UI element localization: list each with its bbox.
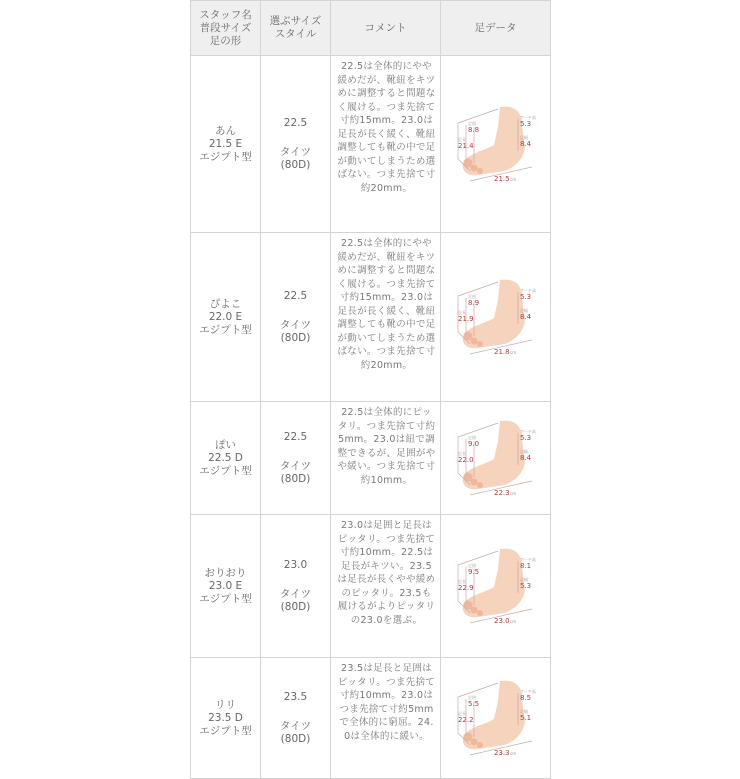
foot-illustration	[448, 543, 544, 629]
foot-shape: エジプト型	[199, 464, 252, 477]
foot-shape: エジプト型	[199, 592, 252, 605]
foot-v2: 22.0	[457, 456, 474, 464]
foot-h2: 5.3	[519, 582, 531, 590]
staff-name: リリ	[215, 698, 236, 711]
foot-v2: 21.9	[457, 315, 474, 323]
foot-data-cell	[441, 56, 551, 233]
table-header-row	[191, 1, 551, 56]
chosen-size: 23.0	[283, 558, 308, 571]
foot-v1: 5.5	[467, 700, 479, 708]
header-style: 選ぶサイズ スタイル	[261, 1, 331, 56]
style-cell	[261, 515, 331, 658]
chosen-size: 22.5	[283, 116, 308, 129]
foot-v1-label: 足囲	[467, 435, 476, 440]
usual-size: 21.5 E	[208, 137, 243, 150]
foot-v2: 22.2	[457, 716, 474, 724]
style-cell	[261, 402, 331, 515]
foot-illustration	[448, 675, 544, 761]
foot-v2: 21.4	[457, 142, 474, 150]
foot-icon	[462, 280, 524, 349]
comment-cell: 22.5は全体的にやや緩めだが、靴紐をキツめに調整すると問題なく履ける。つま先捨て寸約15mm。23.0は足長が長く緩く、靴紐調整しても靴の中で足が動いてしまうため選ばない。つま先捨て寸約20mm。	[331, 56, 441, 233]
staff-cell	[191, 402, 261, 515]
table-row	[191, 233, 551, 402]
usual-size: 22.5 D	[208, 451, 243, 464]
comment-cell: 23.5は足長と足囲はピッタリ。つま先捨て寸約10mm。23.0はつま先捨て寸約5mmで全体的に窮屈。24.0は全体的に緩い。	[331, 658, 441, 779]
foot-v1: 8.9	[467, 299, 479, 307]
foot-length: 23.3	[493, 749, 510, 757]
header-comment: コメント	[331, 1, 441, 56]
foot-v2-label: 足長	[457, 711, 466, 716]
foot-h2-label: 足幅	[519, 709, 528, 714]
foot-h1: 8.5	[519, 694, 531, 702]
style-denier: (80D)	[280, 158, 311, 171]
foot-icon	[462, 107, 524, 176]
foot-v1-label: 足囲	[467, 121, 476, 126]
usual-size: 23.5 D	[208, 711, 243, 724]
style-denier: (80D)	[280, 472, 311, 485]
staff-cell	[191, 56, 261, 233]
header-staff: スタッフ名 普段サイズ 足の形	[191, 1, 261, 56]
comment-cell: 22.5は全体的にやや緩めだが、靴紐をキツめに調整すると問題なく履ける。つま先捨て寸約15mm。23.0は足長が長く緩く、靴紐調整しても靴の中で足が動いてしまうため選ばない。つま先捨て寸約20mm。	[331, 233, 441, 402]
foot-h2: 8.4	[519, 454, 531, 462]
style-cell	[261, 658, 331, 779]
table-row	[191, 658, 551, 779]
foot-shape: エジプト型	[199, 724, 252, 737]
foot-h1: 5.3	[519, 120, 531, 128]
foot-illustration	[448, 274, 544, 360]
style-cell	[261, 233, 331, 402]
foot-h2: 8.4	[519, 140, 531, 148]
foot-illustration	[448, 101, 544, 187]
foot-v2-label: 足長	[457, 137, 466, 142]
foot-v1-label: 足囲	[467, 695, 476, 700]
foot-h1: 8.1	[519, 562, 531, 570]
chosen-size: 23.5	[283, 690, 308, 703]
staff-name: おりおり	[204, 566, 247, 579]
foot-h1-label: アーチ高	[519, 288, 536, 293]
staff-cell	[191, 233, 261, 402]
usual-size: 22.0 E	[208, 310, 243, 323]
foot-data-cell	[441, 233, 551, 402]
foot-icon	[462, 681, 524, 750]
foot-v1: 9.0	[467, 440, 479, 448]
table-row	[191, 515, 551, 658]
foot-length: 21.5	[493, 175, 510, 183]
staff-name: ぴよこ	[209, 297, 242, 310]
foot-illustration	[448, 415, 544, 501]
comment-cell: 22.5は全体的にピッタリ。つま先捨て寸約5mm。23.0は紐で調整できるが、足囲がやや緩い。つま先捨て寸約10mm。	[331, 402, 441, 515]
table-row	[191, 402, 551, 515]
foot-h2-label: 足幅	[519, 135, 528, 140]
chosen-size: 22.5	[283, 430, 308, 443]
style-denier: (80D)	[280, 732, 311, 745]
foot-h2: 8.4	[519, 313, 531, 321]
staff-name: ぽい	[215, 438, 236, 451]
chosen-size: 22.5	[283, 289, 308, 302]
foot-v1-label: 足囲	[467, 563, 476, 568]
foot-unit: cm	[509, 491, 516, 496]
comment-cell: 23.0は足囲と足長はピッタリ。つま先捨て寸約10mm。22.5は足長がキツい。23.5は足長が長くやや緩めのピッタリ。23.5も履けるがよりピッタリの23.0を選ぶ。	[331, 515, 441, 658]
foot-data-cell	[441, 658, 551, 779]
foot-unit: cm	[509, 350, 516, 355]
style-type: タイツ	[279, 459, 312, 472]
style-cell	[261, 56, 331, 233]
style-type: タイツ	[279, 719, 312, 732]
table-row	[191, 56, 551, 233]
foot-v1: 8.8	[467, 126, 479, 134]
usual-size: 23.0 E	[208, 579, 243, 592]
foot-v1: 9.5	[467, 568, 479, 576]
foot-h1-label: アーチ高	[519, 689, 536, 694]
foot-h2-label: 足幅	[519, 449, 528, 454]
style-type: タイツ	[279, 318, 312, 331]
foot-h1: 5.3	[519, 434, 531, 442]
foot-unit: cm	[509, 177, 516, 182]
foot-h1-label: アーチ高	[519, 115, 536, 120]
foot-h1-label: アーチ高	[519, 557, 536, 562]
foot-data-cell	[441, 402, 551, 515]
foot-data-cell	[441, 515, 551, 658]
foot-icon	[462, 421, 524, 490]
foot-icon	[462, 549, 524, 618]
style-type: タイツ	[279, 587, 312, 600]
style-denier: (80D)	[280, 600, 311, 613]
foot-shape: エジプト型	[199, 150, 252, 163]
foot-v2-label: 足長	[457, 451, 466, 456]
staff-cell	[191, 658, 261, 779]
foot-v2-label: 足長	[457, 310, 466, 315]
foot-length: 22.3	[493, 489, 510, 497]
size-table	[190, 0, 551, 779]
staff-name: あん	[215, 124, 236, 137]
foot-unit: cm	[509, 751, 516, 756]
foot-v2: 22.9	[457, 584, 474, 592]
staff-cell	[191, 515, 261, 658]
style-type: タイツ	[279, 145, 312, 158]
foot-h2-label: 足幅	[519, 308, 528, 313]
header-foot-data: 足データ	[441, 1, 551, 56]
style-denier: (80D)	[280, 331, 311, 344]
foot-h1: 5.3	[519, 293, 531, 301]
foot-shape: エジプト型	[199, 323, 252, 336]
foot-h2: 5.1	[519, 714, 531, 722]
foot-length: 21.8	[493, 348, 510, 356]
foot-unit: cm	[509, 619, 516, 624]
foot-length: 23.0	[493, 617, 510, 625]
foot-v1-label: 足囲	[467, 294, 476, 299]
foot-v2-label: 足長	[457, 579, 466, 584]
foot-h2-label: 足幅	[519, 577, 528, 582]
foot-h1-label: アーチ高	[519, 429, 536, 434]
